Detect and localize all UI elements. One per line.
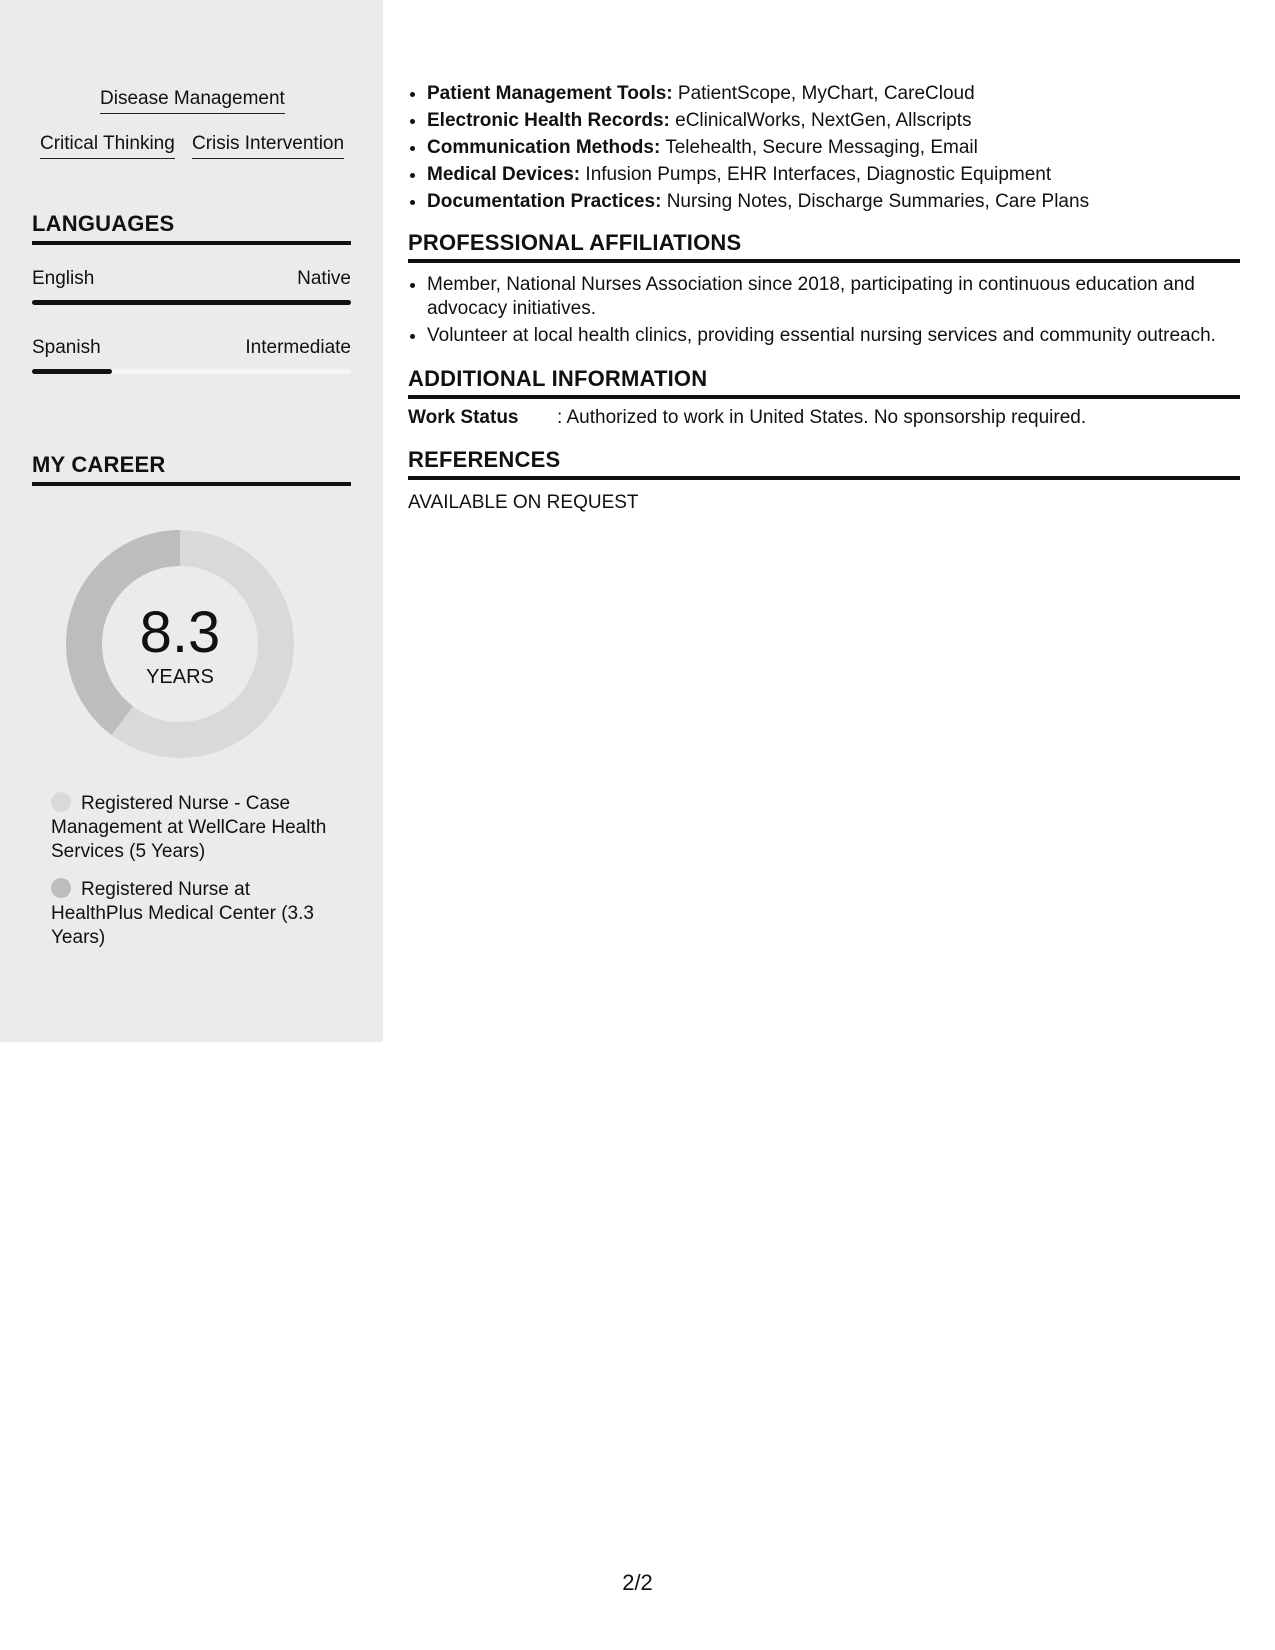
work-status-label: Work Status: [408, 407, 519, 428]
career-legend-label: Registered Nurse - Case Management at WellCare Health Services (5 Years): [51, 793, 327, 862]
tools-label: Communication Methods:: [427, 137, 661, 158]
additional-info-heading: ADDITIONAL INFORMATION: [408, 366, 1240, 399]
career-legend-label: Registered Nurse at HealthPlus Medical Center (3.3 Years): [51, 879, 314, 948]
language-bar: [32, 300, 351, 305]
tools-list-item: [427, 134, 1259, 161]
tools-value: Telehealth, Secure Messaging, Email: [665, 137, 978, 158]
tools-list-item: [427, 188, 1259, 215]
tools-value: Infusion Pumps, EHR Interfaces, Diagnostic Equipment: [585, 164, 1052, 185]
tools-value: Nursing Notes, Discharge Summaries, Care Plans: [666, 191, 1090, 212]
career-total-unit: YEARS: [146, 666, 214, 688]
legend-dot-icon: [51, 792, 71, 812]
career-legend-item: [51, 792, 336, 864]
tools-list-item: [427, 80, 1259, 107]
tools-label: Documentation Practices:: [427, 191, 662, 212]
language-bar-fill: [32, 369, 112, 374]
tools-label: Medical Devices:: [427, 164, 581, 185]
language-name: English: [32, 268, 95, 289]
language-bar-fill: [32, 300, 351, 305]
tools-value: PatientScope, MyChart, CareCloud: [677, 83, 975, 104]
work-status-value: : Authorized to work in United States. No sponsorship required.: [557, 407, 1087, 428]
affiliation-item: • Volunteer at local health clinics, providing essential nursing services and community outreach.: [427, 324, 1259, 348]
tools-list: [408, 80, 1259, 215]
tools-list-item: [427, 107, 1259, 134]
skill-tag: Disease Management: [100, 88, 285, 114]
affiliations-list: [408, 273, 1259, 351]
legend-dot-icon: [51, 878, 71, 898]
language-level: Intermediate: [245, 337, 351, 358]
tools-label: Electronic Health Records:: [427, 110, 670, 131]
language-bar: [32, 369, 351, 374]
tools-value: eClinicalWorks, NextGen, Allscripts: [675, 110, 972, 131]
career-legend-item: [51, 878, 336, 950]
career-total-years: 8.3: [139, 600, 221, 665]
skill-tag: Critical Thinking: [40, 133, 175, 159]
page-number: 2/2: [622, 1570, 653, 1595]
language-name: Spanish: [32, 337, 101, 358]
affiliations-heading: PROFESSIONAL AFFILIATIONS: [408, 230, 1240, 263]
references-value: AVAILABLE ON REQUEST: [408, 492, 639, 513]
tools-list-item: [427, 161, 1259, 188]
tools-label: Patient Management Tools:: [427, 83, 673, 104]
language-level: Native: [297, 268, 351, 289]
languages-heading: LANGUAGES: [32, 211, 351, 245]
references-heading: REFERENCES: [408, 447, 1240, 480]
career-heading: MY CAREER: [32, 452, 351, 486]
affiliation-item: • Member, National Nurses Association since 2018, participating in continuous education and advocacy initiatives.: [427, 273, 1259, 321]
skill-tag: Crisis Intervention: [192, 133, 344, 159]
